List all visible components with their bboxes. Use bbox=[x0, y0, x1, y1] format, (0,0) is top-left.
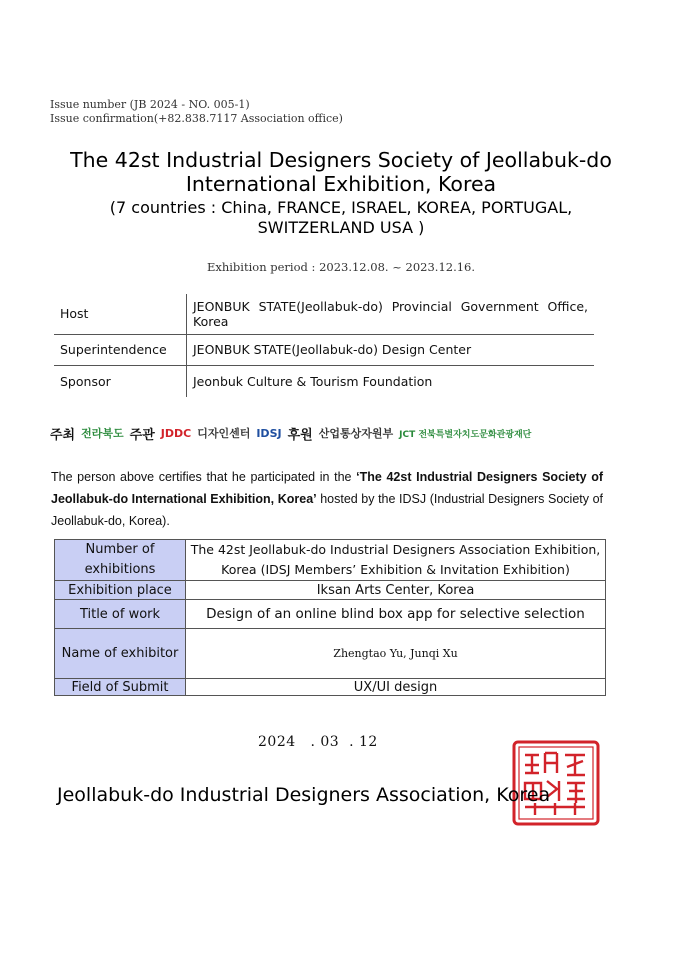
superintendence-value: JEONBUK STATE(Jeollabuk-do) Design Center bbox=[187, 334, 595, 365]
detail-value: The 42st Jeollabuk-do Industrial Designers Association Exhibition, Korea (IDSJ Members’ Exhibition & Invitation Exhibition) bbox=[186, 540, 606, 581]
design-center-logo: 디자인센터 bbox=[197, 427, 251, 440]
organizer-strip-label: 주관 bbox=[129, 427, 155, 443]
countries-line-1: (7 countries : China, FRANCE, ISRAEL, KOREA, PORTUGAL, bbox=[109, 198, 573, 217]
certification-suffix: hosted by the IDSJ (Industrial Designers Society of Jeollabuk-do, Korea). bbox=[51, 492, 603, 528]
detail-row bbox=[55, 629, 606, 679]
countries-line-2: SWITZERLAND USA ) bbox=[257, 218, 425, 237]
detail-value: Zhengtao Yu, Junqi Xu bbox=[186, 629, 606, 679]
sponsor-logo-strip bbox=[50, 420, 606, 446]
sponsor-row bbox=[54, 365, 594, 397]
title-line-2: International Exhibition, Korea bbox=[185, 172, 497, 196]
detail-label: Exhibition place bbox=[55, 581, 186, 600]
detail-value: Iksan Arts Center, Korea bbox=[186, 581, 606, 600]
certification-exhibition-name: ‘The 42st Industrial Designers Society of Jeollabuk-do International Exhibition, Korea’ bbox=[51, 470, 603, 506]
certification-statement bbox=[51, 466, 603, 532]
organizer-table bbox=[54, 294, 594, 397]
issue-number: Issue number (JB 2024 - NO. 005-1) bbox=[50, 98, 250, 111]
detail-value: UX/UI design bbox=[186, 679, 606, 696]
exhibition-period: Exhibition period : 2023.12.08. ~ 2023.12.16. bbox=[206, 260, 476, 274]
countries-list bbox=[40, 198, 642, 238]
jddc-logo: JDDC bbox=[160, 426, 192, 440]
host-strip-label: 주최 bbox=[50, 427, 76, 443]
detail-label: Number of exhibitions bbox=[55, 540, 186, 581]
detail-row bbox=[55, 600, 606, 629]
sponsor-label: Sponsor bbox=[54, 365, 187, 397]
issue-date: 2024 . 03 . 12 bbox=[258, 734, 378, 750]
ministry-logo: 산업통상자원부 bbox=[318, 427, 394, 440]
association-signature: Jeollabuk-do Industrial Designers Association, Korea bbox=[57, 784, 551, 806]
detail-value: Design of an online blind box app for selective selection bbox=[186, 600, 606, 629]
detail-label: Title of work bbox=[55, 600, 186, 629]
exhibition-title bbox=[30, 148, 652, 196]
host-value: JEONBUK STATE(Jeollabuk-do) Provincial Government Office, Korea bbox=[187, 294, 595, 334]
detail-label: Name of exhibitor bbox=[55, 629, 186, 679]
issue-info bbox=[50, 98, 343, 126]
detail-row bbox=[55, 679, 606, 696]
title-line-1: The 42st Industrial Designers Society of Jeollabuk-do bbox=[70, 148, 612, 172]
certification-prefix: The person above certifies that he participated in the bbox=[51, 470, 357, 484]
host-label: Host bbox=[54, 294, 187, 334]
detail-row bbox=[55, 540, 606, 581]
official-seal-icon bbox=[511, 739, 601, 827]
issue-confirmation: Issue confirmation(+82.838.7117 Association office) bbox=[50, 112, 343, 125]
sponsor-value: Jeonbuk Culture & Tourism Foundation bbox=[193, 373, 433, 389]
jeollabuk-do-logo: 전라북도 bbox=[81, 427, 124, 440]
idsj-logo: IDSJ bbox=[256, 426, 282, 440]
sponsor-strip-label: 후원 bbox=[287, 427, 313, 443]
superintendence-row bbox=[54, 334, 594, 365]
jct-logo: JCT 전북특별자치도문화관광재단 bbox=[399, 429, 532, 440]
detail-row bbox=[55, 581, 606, 600]
superintendence-label: Superintendence bbox=[54, 334, 187, 365]
host-row bbox=[54, 294, 594, 334]
exhibition-detail-table bbox=[54, 539, 606, 696]
detail-label: Field of Submit bbox=[55, 679, 186, 696]
